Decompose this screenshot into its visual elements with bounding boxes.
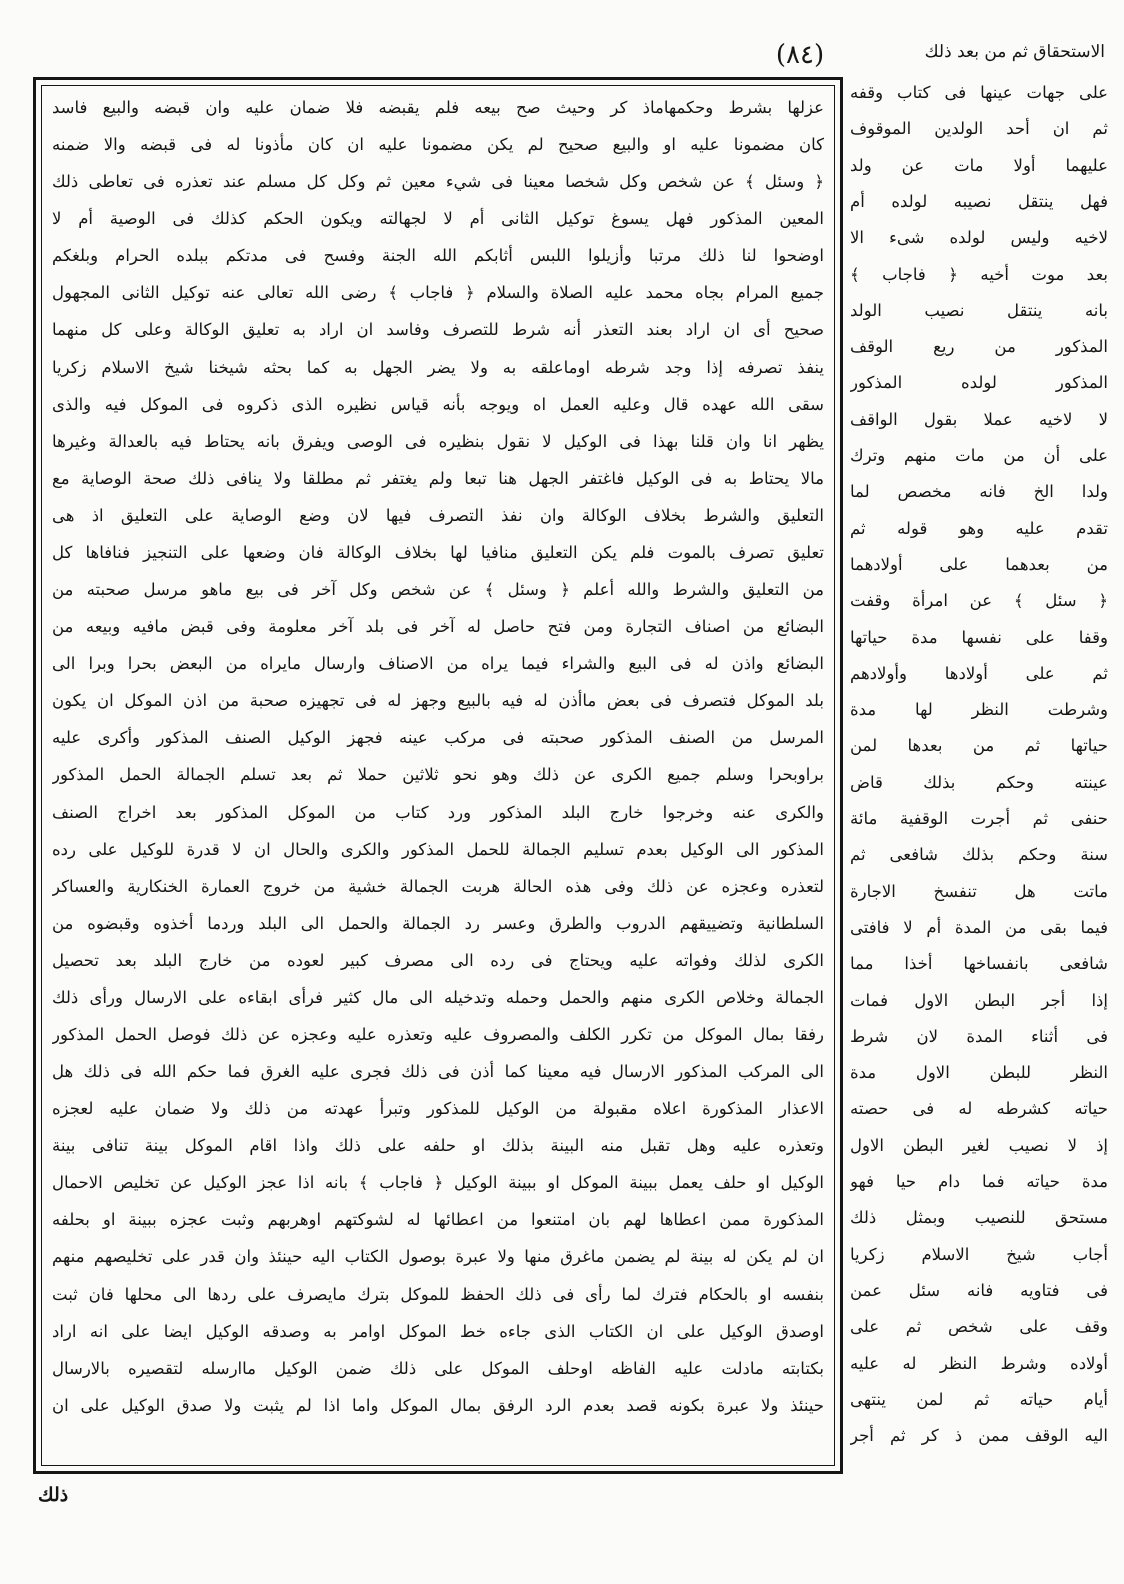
margin-text-line: إذا أجر البطن الاول فمات bbox=[850, 990, 1108, 1010]
margin-text-line: ثم ان أحد الولدين الموقوف bbox=[850, 119, 1108, 139]
margin-text-line: من بعدهما على أولادهما bbox=[850, 554, 1108, 574]
main-text-line: والكرى عنه وخرجوا خارج البلد المذكور ورد كتاب من الموكل المذكور بعد اخراج الصنف bbox=[52, 802, 824, 822]
main-text-line: بنفسه او بالحكام فترك لما رأى فى ذلك الحفظ للموكل بترك مايصرف على ردها الى محلها فان ثبت bbox=[52, 1284, 824, 1304]
main-text-line: الجمالة وخلاص الكرى منهم والحمل وحمله وتدخيله الى مال كثير فرأى ابقاءه على الارسال ورأى ذلك bbox=[52, 987, 824, 1007]
margin-text-line: أولاده وشرط النظر له عليه bbox=[850, 1353, 1108, 1373]
main-text-line: جميع المرام بجاه محمد عليه الصلاة والسلام ﴿ فاجاب ﴾ رضى الله تعالى عنه توكيل الثانى المجهول bbox=[52, 283, 824, 303]
margin-text-line: عينته وحكم بذلك قاض bbox=[850, 772, 1108, 792]
margin-text-line: اليه الوقف ممن ذ كر ثم أجر bbox=[850, 1426, 1108, 1446]
margin-text-line: وقفا على نفسها مدة حياتها bbox=[850, 627, 1108, 647]
main-text-line: عزلها بشرط وحكمهاماذ كر وحيث صح بيعه فلم يقبضه فلا ضمان عليه وان قبضه والبيع فاسد bbox=[52, 98, 824, 117]
margin-text-line: فى أثناء المدة لان شرط bbox=[850, 1026, 1108, 1046]
main-text-line: الوكيل او حلف يعمل ببينة الموكل او ببينة الوكيل ﴿ فاجاب ﴾ بانه اذا عجز الوكيل عن تخليص الاحمال bbox=[52, 1173, 824, 1193]
top-margin-line: الاستحقاق ثم من بعد ذلك bbox=[924, 42, 1105, 62]
margin-text-line: فى فتاويه فانه سئل عمن bbox=[850, 1280, 1108, 1300]
main-text-line: بكتابته مادلت عليه الفاظه اوحلف الموكل على ذلك ضمن الوكيل ماارسله لتقصيره بالارسال bbox=[52, 1358, 824, 1378]
main-text-line: يظهر انا وان قلنا بهذا فى الوكيل لا نقول بنظيره فى الوصى ويفرق بانه يحتاط فيه بالعدالة وغيرها bbox=[52, 431, 824, 451]
main-text-line: السلطانية وتضييقهم الدروب والطرق وعسر رد الجمالة والحمل الى البلد وردما أخذوه وقبضوه من bbox=[52, 913, 824, 933]
main-text-line: وتعذره عليه وهل تقبل منه البينة بذلك او حلفه على ذلك واذا اقام الموكل بينة تنافى بينة bbox=[52, 1136, 824, 1156]
margin-text-line: ثم على أولادها وأولادهم bbox=[850, 663, 1108, 683]
main-text-line: البضائع واذن له فى البيع والشراء فيما يراه من الاصناف وارسال مايراه من البعض بحرا وبرا الى bbox=[52, 654, 824, 674]
main-text-line: المذكورة ممن اعطاها لهم بان امتنعوا من اعطائها له لشوكتهم اوهربهم وثبت عجزه ببينة او بحلفه bbox=[52, 1210, 824, 1230]
main-text-line: كان مضمونا عليه او والبيع صحيح لم يكن مضمونا عليه ان كان مأذونا له فى قبضه والا ضمنه bbox=[52, 135, 824, 155]
margin-text-line: مدة حياته فما دام حيا فهو bbox=[850, 1172, 1108, 1191]
margin-text-line: على أن من مات منهم وترك bbox=[850, 446, 1108, 465]
main-text-line: براوبحرا وسلم جميع الكرى عن ذلك وهو نحو ثلاثين حملا ثم بعد تسلم الجمالة الحمل المذكور bbox=[52, 765, 824, 785]
main-text-line: من التعليق والشرط والله أعلم ﴿ وسئل ﴾ عن شخص وكل آخر فى بيع ماهو مرسل صحبته من bbox=[52, 580, 824, 600]
margin-text-line: بانه ينتقل نصيب الولد bbox=[850, 300, 1108, 320]
main-text-line: سقى الله عهده قال وعليه العمل اه ويوجه بأنه قياس نظيره الذى ذكروه فى الموكل فيه والذى bbox=[52, 394, 824, 414]
main-text-line: المرسل من الصنف المذكور صحبته فى مركب عينه فجهز الوكيل الصنف المذكور وأكرى عليه bbox=[52, 728, 824, 748]
margin-text-line: تقدم عليه وهو قوله ثم bbox=[850, 518, 1108, 538]
margin-text-line: وقف على شخص ثم على bbox=[850, 1317, 1108, 1337]
main-text-line: التعليق والشرط بخلاف الوكالة وان نفذ التصرف فيها لان وضع الوصاية على التعليق اذ هى bbox=[52, 505, 824, 525]
margin-text-line: أيام حياته ثم لمن ينتهى bbox=[850, 1389, 1108, 1409]
main-text-line: لتعذره وعجزه عن ذلك وفى هذه الحالة هربت الجمالة خشية من خروج العمارة الخنكارية والعساكر bbox=[52, 876, 824, 896]
margin-text-line: فيما بقى من المدة أم لا فافتى bbox=[850, 917, 1108, 937]
margin-text-line: ماتت هل تنفسخ الاجارة bbox=[850, 881, 1108, 901]
main-text-line: الى المركب المذكور الارسال فيه معينا كما أذن فى ذلك فجرى عليه الغرق فما حكم الله فى ذلك هل bbox=[52, 1062, 824, 1082]
main-text-inner-frame bbox=[41, 85, 835, 1466]
main-text-line: الكرى لذلك وفواته عليه ويحتاج فى رده الى مصرف كبير لعوده من خارج البلد بعد تحصيل bbox=[52, 950, 824, 970]
main-text-line: المذكور الى الوكيل بعدم تسليم الجمالة للحمل المذكور والكرى والحال ان لا قدرة للوكيل على رده bbox=[52, 839, 824, 859]
margin-text-line: سنة وحكم بذلك شافعى ثم bbox=[850, 845, 1108, 865]
catchword: ذلك bbox=[38, 1484, 69, 1506]
main-text-line: المعين المذكور فهل يسوغ توكيل الثانى أم لا لجهالته ويكون الحكم كذلك فى الوصية أم لا bbox=[52, 209, 824, 229]
margin-text-line: شافعى بانفساخها أخذا مما bbox=[850, 954, 1108, 974]
margin-text-line: المذكور من ريع الوقف bbox=[850, 337, 1108, 357]
margin-text-line: عليهما أولا مات عن ولد bbox=[850, 155, 1108, 175]
margin-text-line: ﴿ سئل ﴾ عن امرأة وقفت bbox=[850, 591, 1108, 611]
margin-text-line: النظر للبطن الاول مدة bbox=[850, 1063, 1108, 1083]
margin-text-line: مستحق للنصيب وبمثل ذلك bbox=[850, 1208, 1108, 1228]
margin-text-line: بعد موت أخيه ﴿ فاجاب ﴾ bbox=[850, 264, 1108, 284]
margin-text-line: أجاب شيخ الاسلام زكريا bbox=[850, 1244, 1108, 1264]
main-text-line: رفقا بمال الموكل من تكرر الكلف والمصروف عليه وتعذره عليه وعجزه عن ذلك فوصل الحمل المذكور bbox=[52, 1025, 824, 1044]
main-text-line: حينئذ ولا عبرة بكونه قصد بعدم الرد الرفق بمال الموكل واما اذا لم يثبت ولا صدق الوكيل على ان bbox=[52, 1395, 824, 1415]
margin-text-line: إذ لا نصيب لغير البطن الاول bbox=[850, 1135, 1108, 1155]
main-text-line: الاعذار المذكورة اعلاه مقبولة من الوكيل للمذكور وتبرأ عهدته من ذلك ولا ضمان عليه لعجزه bbox=[52, 1099, 824, 1119]
margin-text-line: حنفى ثم أجرت الوقفية مائة bbox=[850, 809, 1108, 828]
margin-text-line: حياتها ثم من بعدها لمن bbox=[850, 736, 1108, 756]
margin-text-line: ولدا الخ فانه مخصص لما bbox=[850, 482, 1108, 502]
main-text-line: اوضحوا لنا ذلك مرتبا وأزيلوا اللبس أثابكم الله الجنة وفسح فى مدتكم ببلده الحرام وبلغكم bbox=[52, 246, 824, 266]
margin-text-line: لاخيه وليس لولده شىء الا bbox=[850, 228, 1108, 248]
main-text-line: البضائع من اصناف التجارة ومن فتح حاصل له آخر فى بلد آخر معلومة وفى قبض مافيه وبيعه من bbox=[52, 617, 824, 637]
main-text-line: مالا يحتاط به فى الوكيل فاغتفر الجهل هنا تبعا ولم يغتفر ثم مطلقا ولا ينافى ذلك صحة الوصاية مع bbox=[52, 468, 824, 488]
main-text-line: ينفذ تصرفه إذا وجد شرطه اوماعلقه به ولا يضر الجهل به كما بحثه شيخنا شيخ الاسلام زكريا bbox=[52, 357, 824, 377]
margin-text-line: فهل ينتقل نصيبه لولده أم bbox=[850, 191, 1108, 211]
margin-text-line: على جهات عينها فى كتاب وقفه bbox=[850, 83, 1108, 102]
main-text-line: بلد الموكل فتصرف فى بعض ماأذن له فيه بالبيع وجهز له فى تجهيزه صحبة من اذن الموكل ان يكون bbox=[52, 691, 824, 711]
main-text-line: اوصدق الوكيل على ان الكتاب الذى جاءه خط الموكل اوامر به وصدقه الوكيل ايضا على انه اراد bbox=[52, 1321, 824, 1341]
margin-text-line: لا لاخيه عملا بقول الواقف bbox=[850, 409, 1108, 429]
margin-text-line: المذكور لولده المذكور bbox=[850, 373, 1108, 393]
main-text-line: تعليق تصرف بالموت فلم يكن التعليق منافيا لها بخلاف الوكالة فان وضعها على التنجيز فنافاها كل bbox=[52, 542, 824, 562]
main-text-line: ﴿ وسئل ﴾ عن شخص وكل شخصا معينا فى شيء معين ثم وكل كل مسلم عند تعذره فى تعاطى ذلك bbox=[52, 172, 824, 192]
page-number: (٨٤) bbox=[775, 40, 825, 70]
margin-text-line: حياته كشرطه له فى حصته bbox=[850, 1099, 1108, 1119]
main-text-line: صحيح أى ان اراد بعند التعذر أنه شرط للتصرف وفاسد ان اراد به تعليق الوكالة وعلى كل منهما bbox=[52, 320, 824, 340]
main-text-line: ان لم يكن له بينة لم يضمن ماغرق منها ولا عبرة بوصول الكتاب اليه حينئذ وان قدر على تخليصهم منهم bbox=[52, 1247, 824, 1267]
margin-text-line: وشرطت النظر لها مدة bbox=[850, 700, 1108, 720]
